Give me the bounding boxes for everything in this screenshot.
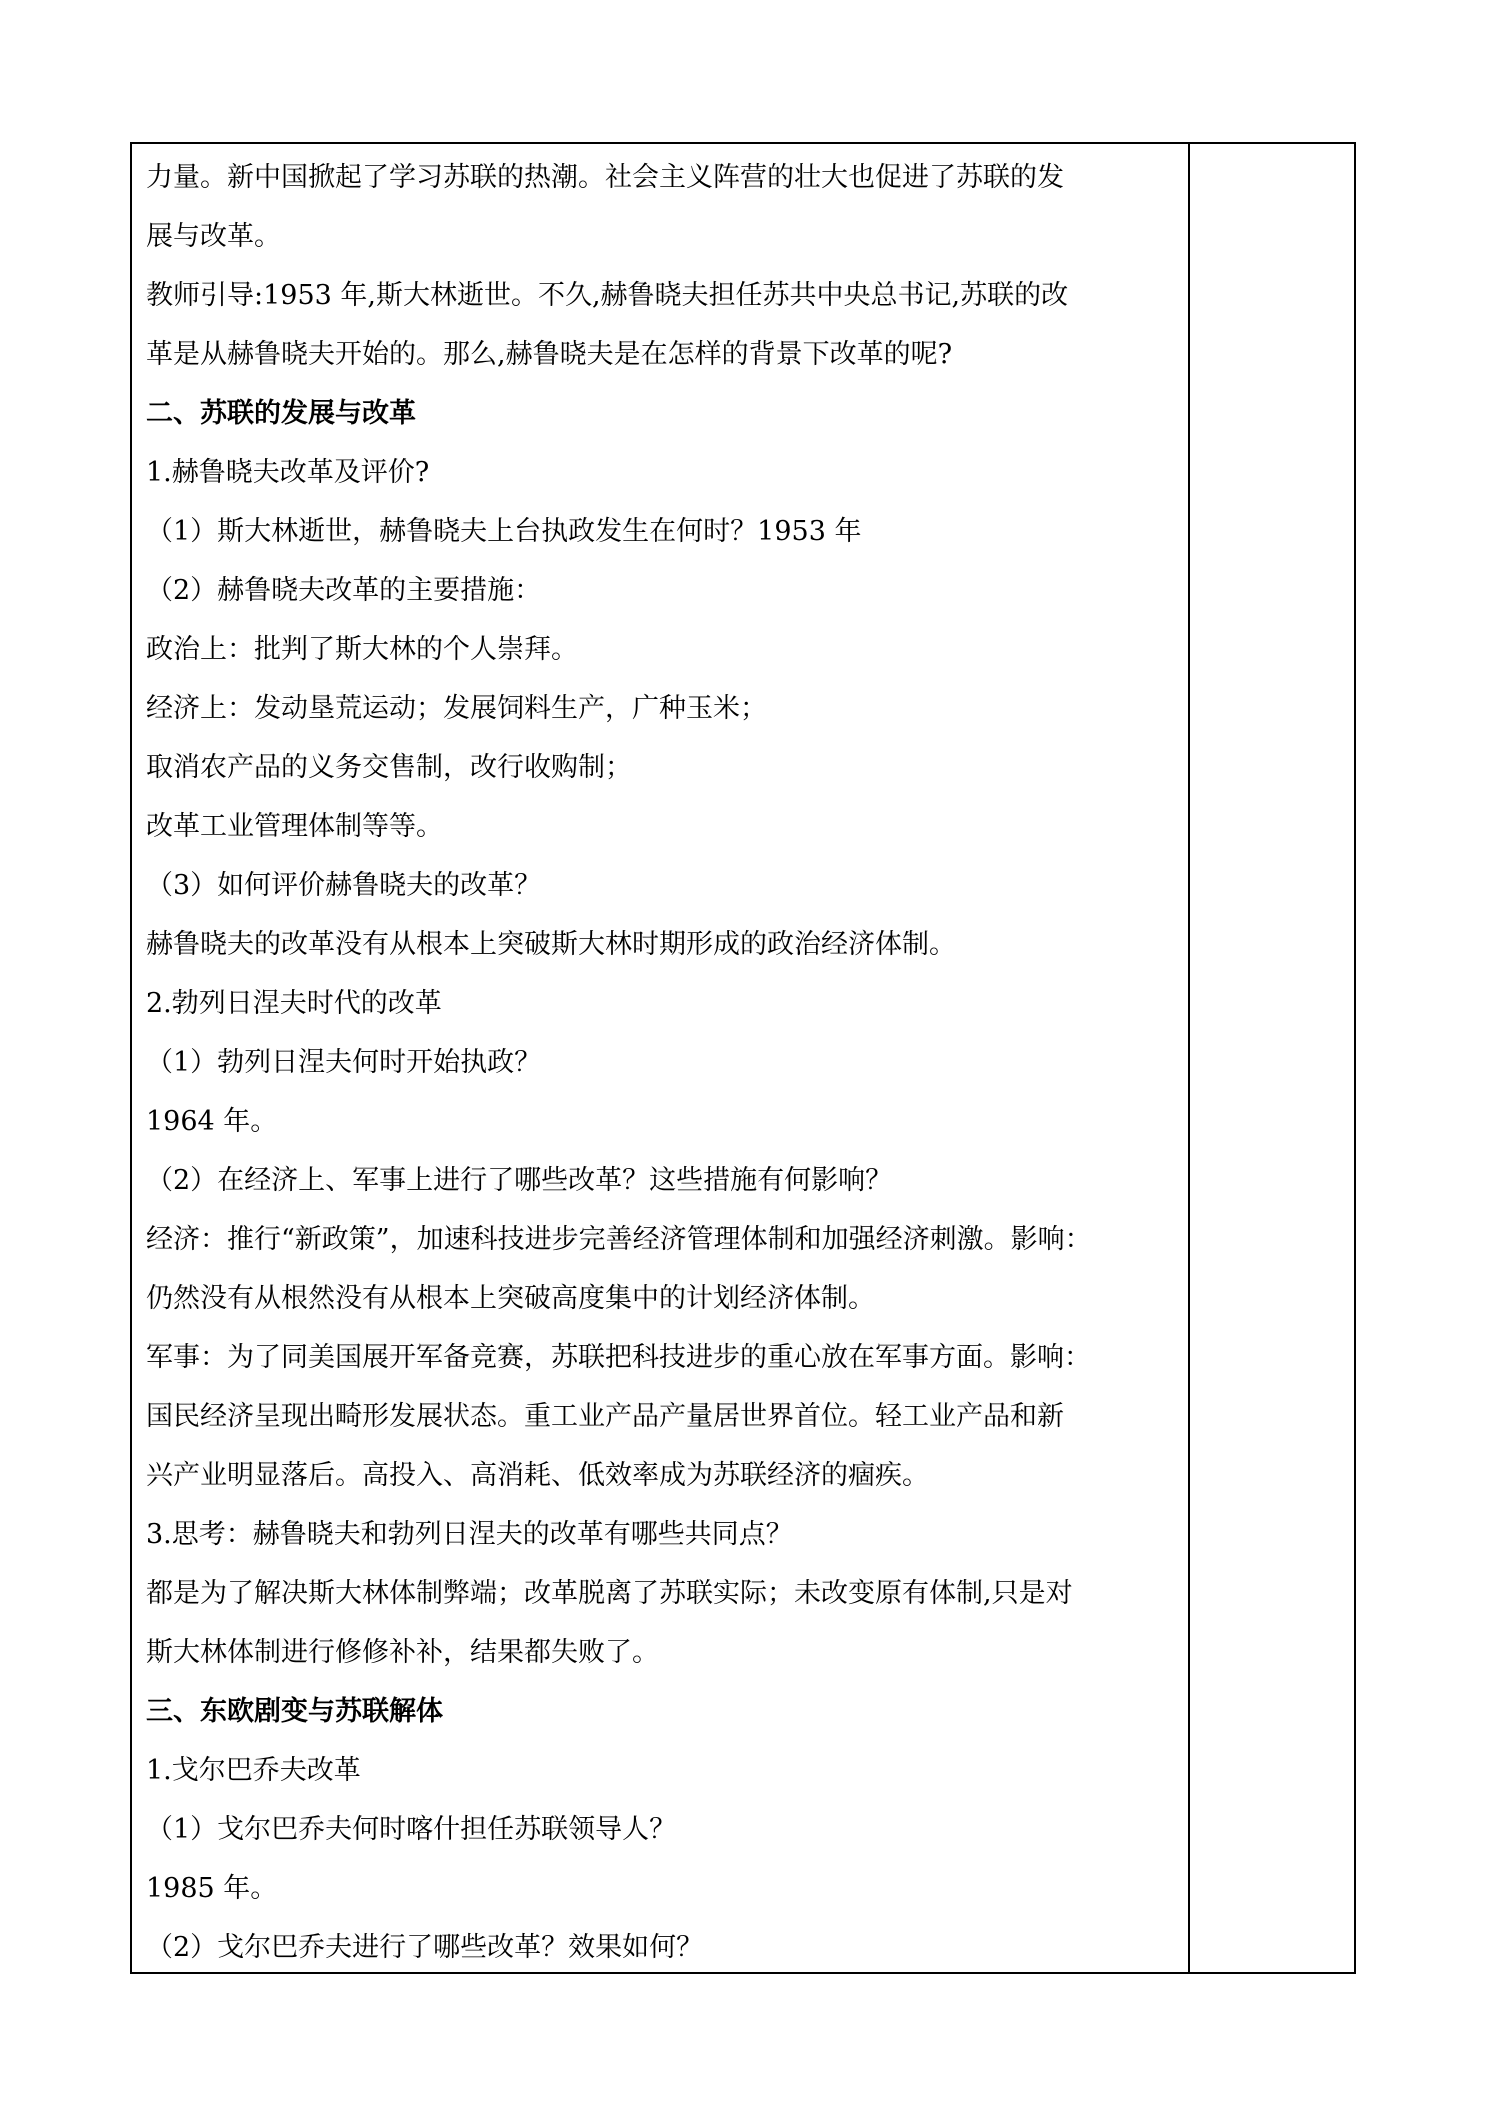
text-line: （1）斯大林逝世，赫鲁晓夫上台执政发生在何时？1953 年 bbox=[146, 516, 862, 547]
notes-cell bbox=[1190, 144, 1354, 1972]
text-line: 革是从赫鲁晓夫开始的。那么,赫鲁晓夫是在怎样的背景下改革的呢? bbox=[146, 339, 953, 370]
text-line: 兴产业明显落后。高投入、高消耗、低效率成为苏联经济的痼疾。 bbox=[146, 1460, 929, 1491]
text-line: 政治上：批判了斯大林的个人崇拜。 bbox=[146, 634, 578, 665]
text-line: 1.赫鲁晓夫改革及评价? bbox=[146, 457, 430, 488]
document-table bbox=[130, 142, 1356, 1974]
text-line: 教师引导:1953 年,斯大林逝世。不久,赫鲁晓夫担任苏共中央总书记,苏联的改 bbox=[146, 280, 1069, 311]
section-heading: 三、东欧剧变与苏联解体 bbox=[146, 1696, 443, 1727]
text-line: 赫鲁晓夫的改革没有从根本上突破斯大林时期形成的政治经济体制。 bbox=[146, 929, 956, 960]
section-heading: 二、苏联的发展与改革 bbox=[146, 398, 416, 429]
text-line: 力量。新中国掀起了学习苏联的热潮。社会主义阵营的壮大也促进了苏联的发 bbox=[146, 162, 1064, 193]
text-line: 取消农产品的义务交售制，改行收购制； bbox=[146, 752, 632, 783]
text-line: （2）赫鲁晓夫改革的主要措施： bbox=[146, 575, 542, 606]
text-line: 1964 年。 bbox=[146, 1106, 278, 1137]
text-line: 仍然没有从根然没有从根本上突破高度集中的计划经济体制。 bbox=[146, 1283, 875, 1314]
text-line: 经济上：发动垦荒运动；发展饲料生产，广种玉米； bbox=[146, 693, 767, 724]
text-line: 1.戈尔巴乔夫改革 bbox=[146, 1755, 361, 1786]
text-line: （2）戈尔巴乔夫进行了哪些改革？效果如何？ bbox=[146, 1932, 704, 1963]
text-line: （1）戈尔巴乔夫何时喀什担任苏联领导人？ bbox=[146, 1814, 677, 1845]
text-line: 改革工业管理体制等等。 bbox=[146, 811, 443, 842]
text-line: 展与改革。 bbox=[146, 221, 281, 252]
content-cell bbox=[132, 144, 1190, 1972]
text-line: 2.勃列日涅夫时代的改革 bbox=[146, 988, 442, 1019]
text-line: 斯大林体制进行修修补补，结果都失败了。 bbox=[146, 1637, 659, 1668]
text-line: 3.思考：赫鲁晓夫和勃列日涅夫的改革有哪些共同点？ bbox=[146, 1519, 793, 1550]
text-line: 经济：推行“新政策”，加速科技进步完善经济管理体制和加强经济刺激。影响： bbox=[146, 1224, 1092, 1255]
text-line: 都是为了解决斯大林体制弊端；改革脱离了苏联实际；未改变原有体制,只是对 bbox=[146, 1578, 1073, 1609]
text-line: （3）如何评价赫鲁晓夫的改革？ bbox=[146, 870, 542, 901]
text-line: 1985 年。 bbox=[146, 1873, 278, 1904]
text-line: 国民经济呈现出畸形发展状态。重工业产品产量居世界首位。轻工业产品和新 bbox=[146, 1401, 1064, 1432]
text-line: （2）在经济上、军事上进行了哪些改革？这些措施有何影响？ bbox=[146, 1165, 893, 1196]
text-line: （1）勃列日涅夫何时开始执政？ bbox=[146, 1047, 542, 1078]
text-line: 军事：为了同美国展开军备竞赛，苏联把科技进步的重心放在军事方面。影响： bbox=[146, 1342, 1091, 1373]
